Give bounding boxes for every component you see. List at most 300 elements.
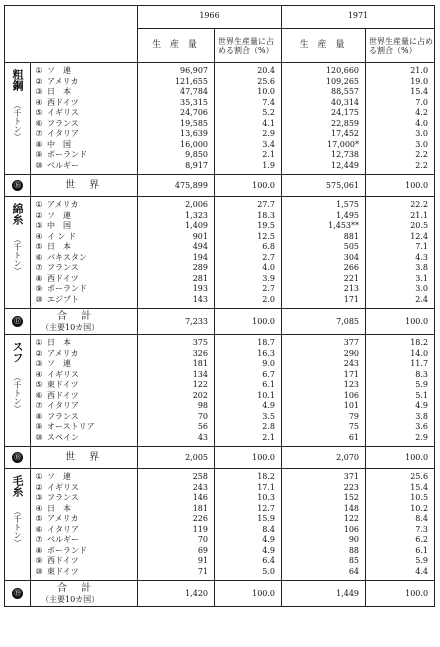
total-production: 7,233	[138, 309, 215, 335]
table-cell: 181	[192, 359, 208, 369]
rank-number: ⑤	[35, 108, 43, 118]
total-share: 100.0	[366, 447, 435, 469]
table-cell: 194	[192, 252, 208, 262]
table-cell: 56	[197, 422, 208, 432]
section-body-row	[5, 335, 435, 447]
table-cell: 16.3	[257, 348, 276, 358]
rank-number: ⑥	[35, 390, 43, 400]
table-cell: 9.0	[262, 359, 276, 369]
country-name: フランス	[47, 118, 79, 128]
table-cell: 70	[197, 535, 208, 545]
table-cell: 243	[192, 482, 208, 492]
category-unit: （千トン）	[13, 507, 22, 547]
list-item	[31, 211, 137, 222]
rank-number: ①	[35, 200, 43, 210]
table-cell: 8.4	[262, 524, 276, 534]
table-cell: 4.4	[415, 566, 429, 576]
rank-number: ③	[35, 493, 43, 503]
table-cell: 281	[192, 273, 208, 283]
country-name: イギリス	[47, 108, 79, 118]
table-cell: 202	[192, 390, 208, 400]
country-name: エジプト	[47, 294, 79, 304]
rank-number: ⑩	[35, 432, 43, 442]
table-cell: 3.4	[262, 139, 276, 149]
table-cell: 10.2	[410, 503, 429, 513]
table-cell: 6.1	[415, 545, 429, 555]
table-cell: 20.5	[410, 221, 429, 231]
category-label	[5, 197, 31, 309]
country-name: 西ドイツ	[47, 556, 79, 566]
table-cell: 106	[343, 390, 360, 400]
country-name: 中 国	[47, 139, 71, 149]
table-cell: 4.9	[415, 401, 429, 411]
table-cell: 24,706	[180, 108, 208, 118]
table-cell: 10.5	[410, 493, 429, 503]
country-name: 日 本	[47, 338, 71, 348]
table-cell: 1,323	[185, 210, 208, 220]
table-cell: 377	[343, 338, 360, 348]
table-cell: 146	[192, 493, 208, 503]
category-label	[5, 63, 31, 175]
list-item	[31, 546, 137, 557]
rank-number: ⑨	[35, 150, 43, 160]
country-name: アメリカ	[47, 76, 79, 86]
share-values	[366, 335, 435, 447]
table-cell: 1,409	[185, 221, 208, 231]
rank-number: ⑤	[35, 242, 43, 252]
country-name: 中 国	[47, 221, 71, 231]
country-name: ベルギー	[47, 535, 79, 545]
table-cell: 20.4	[257, 66, 276, 76]
table-cell: 171	[343, 369, 360, 379]
table-cell: 371	[343, 472, 360, 482]
table-cell: 14.0	[410, 348, 429, 358]
table-cell: 106	[343, 524, 360, 534]
category-name: 毛糸	[11, 475, 24, 497]
table-cell: 10.0	[257, 87, 276, 97]
list-item	[31, 359, 137, 370]
table-cell: 12.7	[257, 503, 276, 513]
table-cell: 326	[192, 348, 208, 358]
rank-number: ①	[35, 338, 43, 348]
country-name: 東ドイツ	[47, 566, 79, 576]
section-total-row	[5, 309, 435, 335]
list-item	[31, 504, 137, 515]
table-cell: 171	[343, 294, 360, 304]
section-total-row	[5, 175, 435, 197]
table-cell: 122	[343, 514, 360, 524]
country-list	[31, 197, 138, 309]
table-cell: 901	[192, 231, 208, 241]
category-name: 粗鋼	[11, 69, 24, 91]
country-list	[31, 335, 138, 447]
table-cell: 2.9	[262, 129, 276, 139]
country-name: ポーランド	[47, 545, 87, 555]
list-item	[31, 472, 137, 483]
table-cell: 9,850	[185, 150, 208, 160]
total-production: 2,005	[138, 447, 215, 469]
country-name: 日 本	[47, 503, 71, 513]
list-item	[31, 483, 137, 494]
table-cell: 6.1	[262, 380, 276, 390]
table-cell: 6.8	[262, 242, 276, 252]
table-cell: 258	[192, 472, 208, 482]
table-cell: 12.4	[410, 231, 429, 241]
category-unit: （千トン）	[13, 235, 22, 275]
table-cell: 40,314	[331, 97, 360, 107]
list-item	[31, 200, 137, 211]
table-cell: 47,784	[180, 87, 208, 97]
rank-number: ⑧	[35, 273, 43, 283]
table-cell: 193	[192, 284, 208, 294]
rank-number: ②	[35, 210, 43, 220]
table-cell: 96,907	[180, 66, 208, 76]
table-cell: 5.9	[415, 380, 429, 390]
table-cell: 6.7	[262, 369, 276, 379]
table-cell: 494	[192, 242, 208, 252]
total-label-note: （主要10カ国）	[41, 322, 100, 332]
table-cell: 109,265	[325, 76, 360, 86]
list-item	[31, 422, 137, 433]
rank-number: ⑩	[35, 566, 43, 576]
list-item	[31, 401, 137, 412]
list-item	[31, 284, 137, 295]
total-label-main: 世 界	[65, 451, 101, 463]
table-cell: 4.9	[262, 545, 276, 555]
country-name: ソ 連	[47, 359, 71, 369]
list-item	[31, 567, 137, 578]
table-cell: 143	[192, 294, 208, 304]
rank-number: ⑨	[35, 422, 43, 432]
table-cell: 4.0	[262, 263, 276, 273]
country-name: アメリカ	[47, 200, 79, 210]
share-values	[366, 63, 435, 175]
table-cell: 21.0	[410, 66, 429, 76]
table-cell: 15.4	[410, 87, 429, 97]
table-cell: 2.7	[262, 284, 276, 294]
table-cell: 3.5	[262, 411, 276, 421]
country-name: パキスタン	[47, 252, 87, 262]
year-1971-header: 1971	[282, 6, 435, 29]
table-cell: 8.4	[415, 514, 429, 524]
table-cell: 4.0	[415, 118, 429, 128]
country-name: イ ン ド	[47, 231, 77, 241]
list-item	[31, 221, 137, 232]
table-cell: 7.4	[262, 97, 276, 107]
rank-number: ④	[35, 231, 43, 241]
table-cell: 17,000*	[327, 139, 360, 149]
rank-number: ⑤	[35, 514, 43, 524]
production-values	[138, 335, 215, 447]
production-header-1971: 生 産 量	[282, 29, 366, 63]
table-cell: 120,660	[325, 66, 360, 76]
section-body-row	[5, 63, 435, 175]
table-cell: 8.3	[415, 369, 429, 379]
country-name: アメリカ	[47, 514, 79, 524]
table-cell: 3.8	[415, 411, 429, 421]
rank-number: ③	[35, 221, 43, 231]
table-cell: 18.2	[257, 472, 276, 482]
country-list	[31, 63, 138, 175]
table-cell: 18.3	[257, 210, 276, 220]
country-name: オーストリア	[47, 422, 95, 432]
list-item	[31, 87, 137, 98]
table-cell: 881	[343, 231, 360, 241]
section-index	[5, 447, 31, 469]
rank-number: ②	[35, 76, 43, 86]
header-year-row	[5, 6, 435, 29]
country-name: フランス	[47, 263, 79, 273]
table-cell: 3.0	[415, 129, 429, 139]
table-cell: 221	[343, 273, 360, 283]
table-cell: 22,859	[331, 118, 360, 128]
rank-number: ⑧	[35, 545, 43, 555]
list-item	[31, 525, 137, 536]
table-cell: 61	[348, 432, 360, 442]
section-index	[5, 175, 31, 197]
table-cell: 2.2	[415, 160, 429, 170]
section-index-badge: ⑯	[14, 181, 21, 189]
table-cell: 69	[197, 545, 208, 555]
total-label	[31, 447, 138, 469]
table-cell: 122	[192, 380, 208, 390]
table-cell: 6.4	[262, 556, 276, 566]
section-body-row	[5, 469, 435, 581]
table-cell: 123	[343, 380, 360, 390]
table-cell: 3.0	[415, 284, 429, 294]
total-label-main: 合 計	[57, 310, 93, 322]
country-name: 西ドイツ	[47, 390, 79, 400]
table-cell: 2.1	[262, 150, 276, 160]
rank-number: ⑦	[35, 263, 43, 273]
rank-number: ④	[35, 97, 43, 107]
year-1966-header: 1966	[138, 6, 282, 29]
table-cell: 15.4	[410, 482, 429, 492]
country-name: イタリア	[47, 129, 79, 139]
table-cell: 7.1	[415, 242, 429, 252]
rank-number: ④	[35, 369, 43, 379]
list-item	[31, 556, 137, 567]
rank-number: ②	[35, 482, 43, 492]
table-cell: 91	[197, 556, 208, 566]
list-item	[31, 108, 137, 119]
total-label	[31, 175, 138, 197]
total-share: 100.0	[215, 175, 282, 197]
rank-number: ①	[35, 66, 43, 76]
table-cell: 6.2	[415, 535, 429, 545]
total-label-note: （主要10カ国）	[41, 594, 100, 604]
list-item	[31, 295, 137, 306]
table-cell: 1,575	[336, 200, 360, 210]
list-item	[31, 514, 137, 525]
country-name: 西ドイツ	[47, 273, 79, 283]
country-name: 日 本	[47, 87, 71, 97]
table-cell: 12.5	[257, 231, 276, 241]
list-item	[31, 150, 137, 161]
list-item	[31, 391, 137, 402]
section-body-row	[5, 197, 435, 309]
total-share: 100.0	[215, 581, 282, 607]
list-item	[31, 370, 137, 381]
table-cell: 12,738	[331, 150, 360, 160]
category-name: スフ	[11, 341, 24, 363]
table-cell: 2.8	[262, 422, 276, 432]
table-cell: 75	[348, 422, 360, 432]
section-index-badge: ⑰	[14, 317, 21, 325]
table-cell: 71	[197, 566, 208, 576]
table-cell: 5.2	[262, 108, 276, 118]
list-item	[31, 380, 137, 391]
total-share: 100.0	[366, 581, 435, 607]
total-production: 1,449	[282, 581, 366, 607]
country-name: フランス	[47, 411, 79, 421]
rank-number: ①	[35, 472, 43, 482]
list-item	[31, 253, 137, 264]
share-header-1971: 世界生産量に占める割合（%）	[366, 29, 435, 63]
rank-number: ⑩	[35, 160, 43, 170]
total-share: 100.0	[215, 309, 282, 335]
category-label	[5, 335, 31, 447]
total-production: 575,061	[282, 175, 366, 197]
total-label-main: 世 界	[65, 179, 101, 191]
production-values	[138, 469, 215, 581]
rank-number: ③	[35, 359, 43, 369]
table-cell: 304	[343, 252, 360, 262]
table-cell: 134	[192, 369, 208, 379]
total-label-main: 合 計	[57, 582, 93, 594]
table-cell: 27.7	[257, 200, 276, 210]
table-cell: 25.6	[410, 472, 429, 482]
category-unit: （千トン）	[13, 101, 22, 141]
rank-number: ③	[35, 87, 43, 97]
list-item	[31, 77, 137, 88]
table-cell: 19,585	[180, 118, 208, 128]
table-cell: 2.0	[262, 294, 276, 304]
country-name: ポーランド	[47, 284, 87, 294]
table-cell: 16,000	[180, 139, 208, 149]
list-item	[31, 412, 137, 423]
table-cell: 2.2	[415, 150, 429, 160]
table-cell: 3.9	[262, 273, 276, 283]
table-cell: 243	[343, 359, 360, 369]
table-cell: 15.9	[257, 514, 276, 524]
rank-number: ⑨	[35, 284, 43, 294]
list-item	[31, 98, 137, 109]
rank-number: ⑧	[35, 411, 43, 421]
rank-number: ⑥	[35, 524, 43, 534]
table-cell: 17,452	[331, 129, 360, 139]
table-cell: 3.1	[415, 273, 429, 283]
table-cell: 35,315	[180, 97, 208, 107]
table-cell: 5.9	[415, 556, 429, 566]
section-total-row	[5, 447, 435, 469]
country-name: 東ドイツ	[47, 380, 79, 390]
section-index-badge: ⑱	[14, 453, 21, 461]
total-label	[31, 581, 138, 607]
list-item	[31, 433, 137, 444]
table-cell: 5.0	[262, 566, 276, 576]
table-cell: 85	[348, 556, 360, 566]
share-values	[215, 469, 282, 581]
table-cell: 7.3	[415, 524, 429, 534]
country-name: イタリア	[47, 524, 79, 534]
rank-number: ②	[35, 348, 43, 358]
list-item	[31, 349, 137, 360]
table-cell: 289	[192, 263, 208, 273]
category-label	[5, 469, 31, 581]
total-production: 7,085	[282, 309, 366, 335]
table-cell: 4.9	[262, 401, 276, 411]
share-header-1966: 世界生産量に占める割合（%）	[215, 29, 282, 63]
table-cell: 2.4	[415, 294, 429, 304]
rank-number: ⑦	[35, 535, 43, 545]
table-cell: 17.1	[257, 482, 276, 492]
country-name: アメリカ	[47, 348, 79, 358]
table-cell: 22.2	[410, 200, 429, 210]
table-cell: 4.2	[415, 108, 429, 118]
table-cell: 10.1	[257, 390, 276, 400]
table-cell: 1,495	[336, 210, 360, 220]
production-table	[4, 5, 435, 607]
table-cell: 3.0	[415, 139, 429, 149]
table-cell: 148	[343, 503, 360, 513]
header-blank-cell	[5, 6, 138, 63]
table-cell: 2.1	[262, 432, 276, 442]
share-values	[215, 197, 282, 309]
table-cell: 4.1	[262, 118, 276, 128]
table-cell: 24,175	[331, 108, 360, 118]
list-item	[31, 129, 137, 140]
list-item	[31, 161, 137, 172]
section-index	[5, 309, 31, 335]
country-name: スペイン	[47, 432, 79, 442]
table-cell: 12,449	[331, 160, 360, 170]
list-item	[31, 338, 137, 349]
rank-number: ⑧	[35, 139, 43, 149]
list-item	[31, 493, 137, 504]
table-cell: 19.5	[257, 221, 276, 231]
table-cell: 3.8	[415, 263, 429, 273]
table-cell: 64	[348, 566, 360, 576]
list-item	[31, 140, 137, 151]
table-cell: 505	[343, 242, 360, 252]
production-values	[138, 197, 215, 309]
table-cell: 88	[348, 545, 360, 555]
table-cell: 21.1	[410, 210, 429, 220]
country-name: 日 本	[47, 242, 71, 252]
share-values	[215, 335, 282, 447]
total-label	[31, 309, 138, 335]
table-cell: 43	[197, 432, 208, 442]
total-share: 100.0	[366, 309, 435, 335]
table-cell: 290	[343, 348, 360, 358]
table-cell: 11.7	[410, 359, 429, 369]
table-cell: 88,557	[331, 87, 360, 97]
rank-number: ⑥	[35, 118, 43, 128]
rank-number: ⑤	[35, 380, 43, 390]
production-header-1966: 生 産 量	[138, 29, 215, 63]
production-values	[282, 197, 366, 309]
production-values	[282, 469, 366, 581]
country-name: 西ドイツ	[47, 97, 79, 107]
table-cell: 152	[343, 493, 360, 503]
country-name: ポーランド	[47, 150, 87, 160]
list-item	[31, 535, 137, 546]
table-cell: 4.3	[415, 252, 429, 262]
share-values	[366, 469, 435, 581]
country-name: イタリア	[47, 401, 79, 411]
table-cell: 8,917	[185, 160, 208, 170]
